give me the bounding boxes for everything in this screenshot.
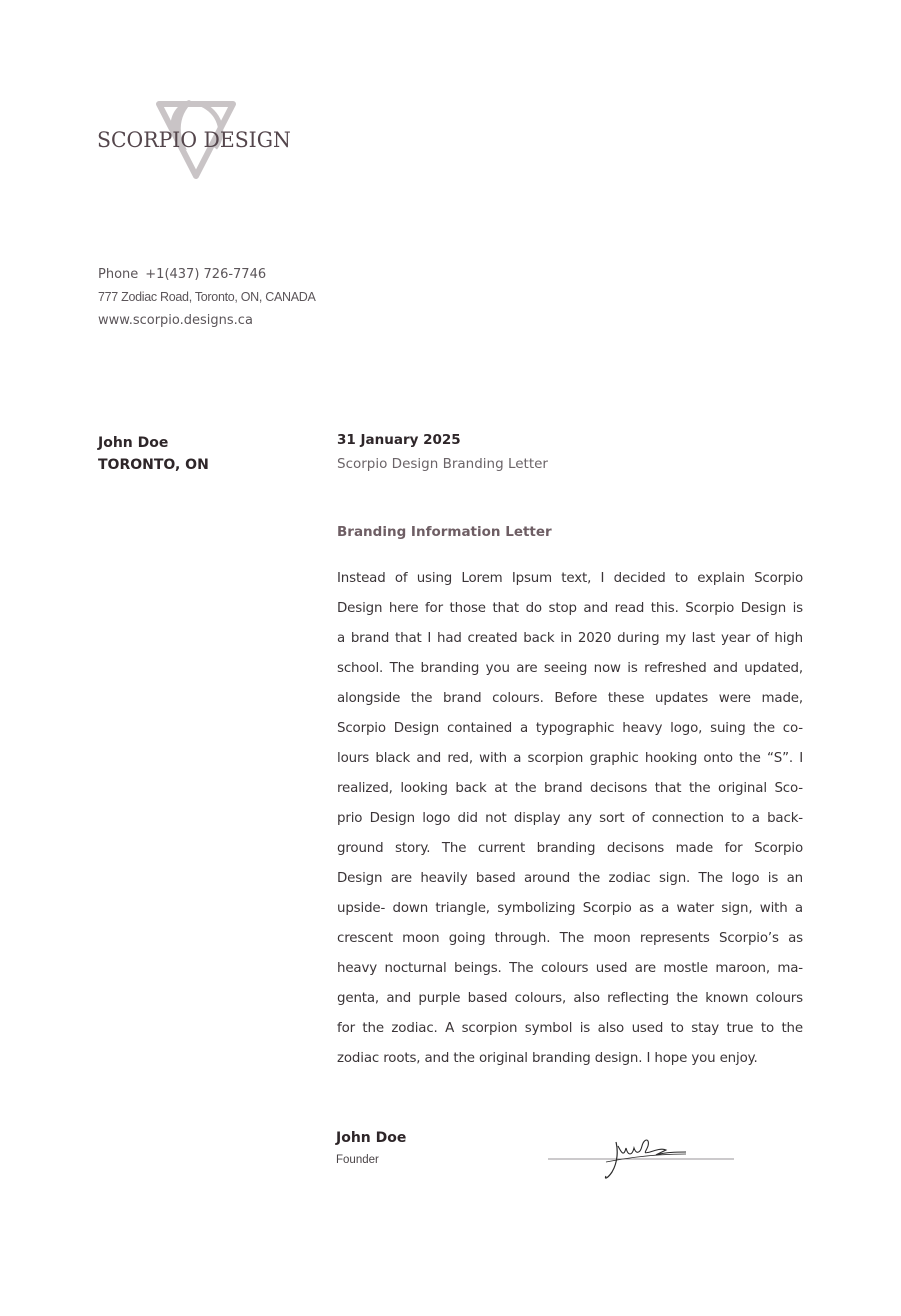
body-line: Design are heavily based around the zodiac sign. The logo is an bbox=[337, 871, 803, 886]
body-line: realized, looking back at the brand decisons that the original Sco- bbox=[337, 781, 803, 796]
body-line: genta, and purple based colours, also reflecting the known colours bbox=[337, 991, 803, 1006]
recipient-block bbox=[98, 432, 209, 476]
phone-row bbox=[98, 263, 316, 286]
signoff-name: John Doe bbox=[336, 1130, 407, 1146]
letter-subject: Scorpio Design Branding Letter bbox=[337, 456, 548, 472]
address: 777 Zodiac Road, Toronto, ON, CANADA bbox=[98, 290, 316, 304]
website: www.scorpio.designs.ca bbox=[98, 313, 253, 328]
body-line: crescent moon going through. The moon represents Scorpio’s as bbox=[337, 931, 803, 946]
body-line: Instead of using Lorem Ipsum text, I decided to explain Scorpio bbox=[337, 571, 803, 586]
body-line: zodiac roots, and the original branding design. I hope you enjoy. bbox=[337, 1051, 758, 1066]
phone-number: +1(437) 726-7746 bbox=[145, 267, 267, 282]
recipient-name: John Doe bbox=[98, 435, 169, 451]
date-block bbox=[337, 428, 548, 476]
body-line: school. The branding you are seeing now is refreshed and updated, bbox=[337, 661, 803, 676]
recipient-location: TORONTO, ON bbox=[98, 457, 209, 473]
body-line: Scorpio Design contained a typographic heavy logo, suing the co- bbox=[337, 721, 803, 736]
body-line: prio Design logo did not display any sort of connection to a back- bbox=[337, 811, 803, 826]
body-line: heavy nocturnal beings. The colours used are mostle maroon, ma- bbox=[337, 961, 803, 976]
body-line: Design here for those that do stop and read this. Scorpio Design is bbox=[337, 601, 803, 616]
contact-info bbox=[98, 263, 316, 332]
letter-date: 31 January 2025 bbox=[337, 432, 461, 448]
company-logo bbox=[97, 98, 289, 180]
body-line: ground story. The current branding decisons made for Scorpio bbox=[337, 841, 803, 856]
body-line: a brand that I had created back in 2020 during my last year of high bbox=[337, 631, 803, 646]
body-line: for the zodiac. A scorpion symbol is also used to stay true to the bbox=[337, 1021, 803, 1036]
letter-body bbox=[337, 564, 803, 1074]
logo-wordmark: SCORPIO DESIGN bbox=[97, 128, 291, 152]
handwritten-signature bbox=[546, 1132, 736, 1184]
body-line: lours black and red, with a scorpion graphic hooking onto the “S”. I bbox=[337, 751, 803, 766]
body-line: upside- down triangle, symbolizing Scorpio as a water sign, with a bbox=[337, 901, 803, 916]
letter-heading: Branding Information Letter bbox=[337, 524, 552, 540]
signoff-title: Founder bbox=[336, 1154, 379, 1166]
body-line: alongside the brand colours. Before these updates were made, bbox=[337, 691, 803, 706]
phone-label: Phone bbox=[98, 267, 139, 282]
